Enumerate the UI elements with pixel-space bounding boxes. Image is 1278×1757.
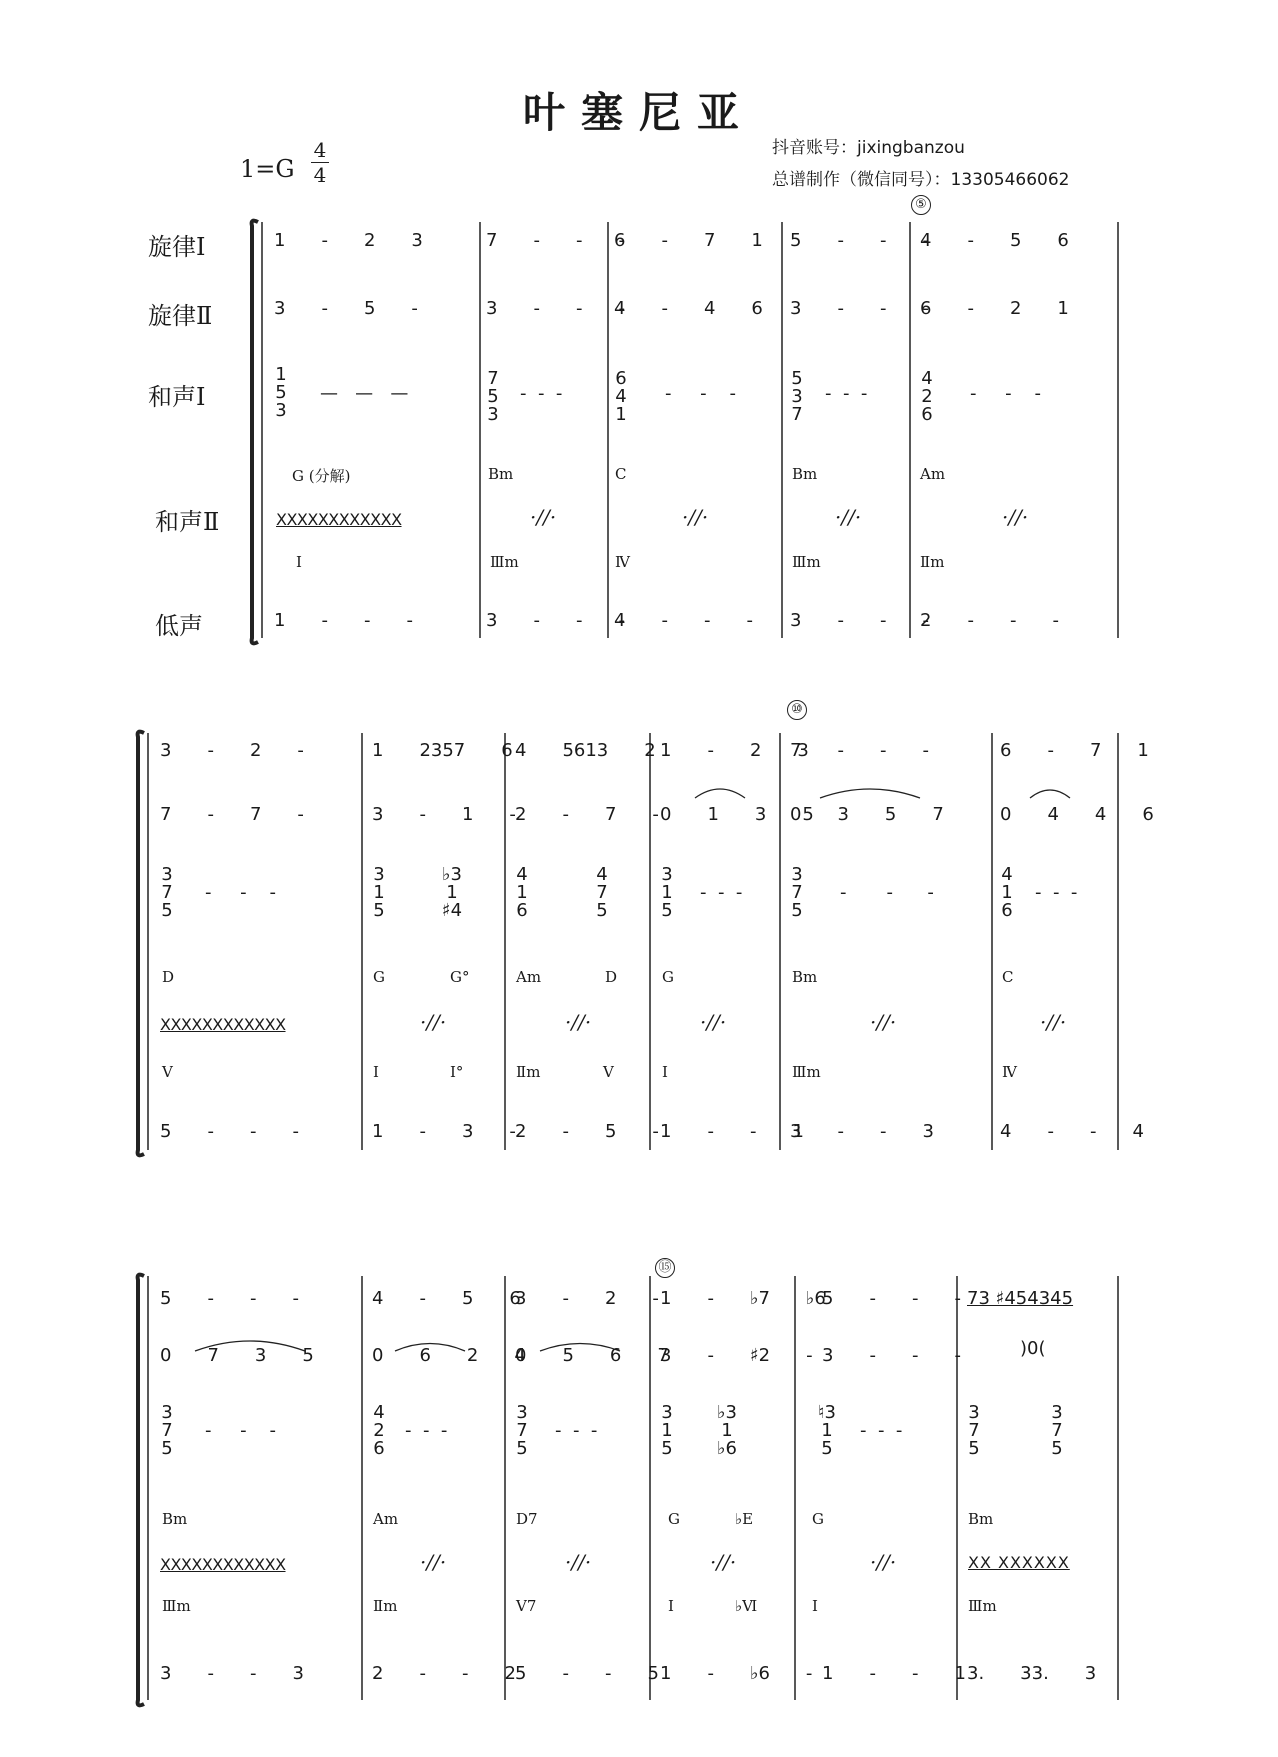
sys3-m12-mel1: 5 - - -	[160, 1288, 299, 1309]
sys2-m11-mel1: 6 - 7 1	[1000, 740, 1149, 761]
sys2-m8-h1a: 4 1 6	[516, 864, 528, 921]
rehearsal-mark-5: ⑤	[911, 195, 931, 215]
sys2-m10-chord: Bm	[792, 968, 818, 986]
sys3-m15-h1a: 3 1 5	[661, 1402, 673, 1459]
time-sig-top: 4	[313, 138, 327, 162]
sys2-m9-chord: G	[662, 968, 674, 986]
sys3-m12-chord: Bm	[162, 1510, 188, 1528]
sys2-m11-h1-dashes: - - -	[1035, 882, 1078, 903]
system-3-bracket	[138, 1275, 148, 1706]
sys3-m17-mel2: )0(	[1020, 1338, 1046, 1359]
sys2-m8-h1b: 4 7 5	[596, 864, 608, 921]
sys1-m4-h1-dashes: - - -	[825, 383, 868, 404]
sys3-m12-rhythm: XXXXXXXXXXXX	[160, 1555, 286, 1574]
sys1-m5-chord: Am	[920, 465, 946, 483]
sys1-m5-h1: 4 2 6	[921, 368, 933, 425]
sys2-m11-chord: C	[1002, 968, 1014, 986]
sys3-m13-bass: 2 - - 2	[372, 1663, 516, 1684]
sys3-m12-bass: 3 - - 3	[160, 1663, 304, 1684]
sys2-m8-roman: Ⅱm	[516, 1063, 541, 1081]
sys2-m10-h1-dashes: - - -	[840, 882, 934, 903]
sys3-m17-h1a: 3 7 5	[968, 1402, 980, 1459]
sys2-m6-h1-dashes: - - -	[205, 882, 276, 903]
rehearsal-mark-10: ⑩	[787, 700, 807, 720]
sys1-m4-mel2: 3 - - -	[790, 298, 929, 319]
sys1-m2-mel1: 7 - - -	[486, 230, 625, 251]
sys3-m15-roman: Ⅰ	[668, 1597, 674, 1615]
sys3-m17-h1b: 3 7 5	[1051, 1402, 1063, 1459]
sys3-m16-mel2: 3 - - -	[822, 1345, 961, 1366]
sys1-m5-bass: 2 - - -	[920, 610, 1059, 631]
key-signature: 1=G	[240, 155, 295, 183]
sys2-m11-mel2: 0 4 4 6	[1000, 804, 1154, 825]
sys1-m3-mel1: 6 - 7 1	[614, 230, 763, 251]
sys2-m11-h1: 4 1 6	[1001, 864, 1013, 921]
sys1-m3-bass: 4 - - -	[614, 610, 753, 631]
sys3-m16-chord: G	[812, 1510, 824, 1528]
system-3-barlines	[362, 1276, 1118, 1700]
douyin-account: 抖音账号：jixingbanzou	[772, 138, 965, 158]
sys3-m14-chord: D7	[516, 1510, 538, 1528]
sys1-m3-mel2: 4 - 4 6	[614, 298, 763, 319]
sys3-m17-rhythm: XX XXXXXX	[968, 1553, 1070, 1572]
sys3-m13-roman: Ⅱm	[373, 1597, 398, 1615]
sys2-m7-repeat-icon: ·//·	[420, 1010, 447, 1034]
sys3-m15-chord: G	[668, 1510, 680, 1528]
sys1-m3-chord: C	[615, 465, 627, 483]
system-2-bracket	[138, 732, 148, 1156]
sys2-m7-bass: 1 - 3 -	[372, 1121, 516, 1142]
sys2-m9-roman: Ⅰ	[662, 1063, 668, 1081]
sys3-m16-repeat-icon: ·//·	[870, 1550, 897, 1574]
sys1-m2-bass: 3 - - -	[486, 610, 625, 631]
sys2-m6-mel2: 7 - 7 -	[160, 804, 304, 825]
sys1-m4-repeat-icon: ·//·	[835, 505, 862, 529]
sys2-m7-roman2: Ⅰ°	[450, 1063, 464, 1081]
sys3-m16-mel1: 5 - - -	[822, 1288, 961, 1309]
sys1-m4-h1: 5 3 7	[791, 368, 803, 425]
sys2-m6-h1: 3 7 5	[161, 864, 173, 921]
sys3-m13-repeat-icon: ·//·	[420, 1550, 447, 1574]
sys2-m10-h1: 3 7 5	[791, 864, 803, 921]
sys1-m1-bass: 1 - - -	[274, 610, 413, 631]
rehearsal-mark-15: ⑮	[655, 1258, 675, 1278]
sys3-m17-roman: Ⅲm	[968, 1597, 997, 1615]
part-label-harmony-1: 和声Ⅰ	[148, 383, 206, 411]
sys2-m6-chord: D	[162, 968, 175, 986]
sys1-m3-h1-dashes: - - -	[665, 383, 736, 404]
sys2-m8-mel2: 2 - 7 -	[515, 804, 659, 825]
sys3-m15-repeat-icon: ·//·	[710, 1550, 737, 1574]
sys1-m1-chord: G (分解)	[292, 467, 351, 485]
sys3-m12-mel2: 0 7 3 5	[160, 1345, 314, 1366]
sys3-m12-h1: 3 7 5	[161, 1402, 173, 1459]
sys3-m17-mel1: 73 ♯454345	[967, 1288, 1074, 1309]
system-1-bracket	[252, 221, 262, 644]
part-label-melody-2: 旋律Ⅱ	[148, 302, 213, 330]
sys3-m14-mel1: 3 - 2 -	[515, 1288, 659, 1309]
sys2-m9-bass: 1 - - 1	[660, 1121, 804, 1142]
sys3-m15-h1b: ♭3 1 ♭6	[717, 1402, 737, 1459]
sys1-m2-chord: Bm	[488, 465, 514, 483]
sys3-m16-bass: 1 - - 1	[822, 1663, 966, 1684]
sys1-m2-roman: Ⅲm	[490, 553, 519, 571]
sys1-m2-mel2: 3 - - -	[486, 298, 625, 319]
sys2-m7-mel1: 1 2357 6	[372, 740, 513, 761]
page-title: 叶塞尼亚	[522, 88, 755, 137]
sys2-m8-mel1: 4 5613 2	[515, 740, 656, 761]
system-1-barlines	[480, 222, 1118, 638]
sys3-m17-bass: 3. 33. 3	[967, 1663, 1097, 1684]
sys3-m12-roman: Ⅲm	[162, 1597, 191, 1615]
sys1-m4-roman: Ⅲm	[792, 553, 821, 571]
sys3-m13-h1-dashes: - - -	[405, 1420, 448, 1441]
sys3-m15-roman2: ♭Ⅵ	[735, 1597, 758, 1615]
sys2-m11-bass: 4 - - 4	[1000, 1121, 1144, 1142]
sys2-m9-repeat-icon: ·//·	[700, 1010, 727, 1034]
sys3-m16-h1: ♮3 1 5	[818, 1402, 836, 1459]
sys1-m3-roman: Ⅳ	[615, 553, 630, 571]
sys2-m11-roman: Ⅳ	[1002, 1063, 1017, 1081]
sys3-m12-h1-dashes: - - -	[205, 1420, 276, 1441]
sys3-m13-mel2: 0 6 2 4	[372, 1345, 526, 1366]
sys3-m13-h1: 4 2 6	[373, 1402, 385, 1459]
sys3-m16-roman: Ⅰ	[812, 1597, 818, 1615]
sys3-m15-bass: 1 - ♭6 -	[660, 1663, 813, 1684]
sys2-m10-bass: 3 - - 3	[790, 1121, 934, 1142]
sys2-m10-mel2: 0 3 5 7	[790, 804, 944, 825]
sys2-m11-repeat-icon: ·//·	[1040, 1010, 1067, 1034]
sys2-m6-mel1: 3 - 2 -	[160, 740, 304, 761]
sys2-m7-h1a: 3 1 5	[373, 864, 385, 921]
sys1-m5-mel2: 6 - 2 1	[920, 298, 1069, 319]
sys3-m16-h1-dashes: - - -	[860, 1420, 903, 1441]
sys2-m9-mel1: 1 - 2 3	[660, 740, 809, 761]
sys2-m10-repeat-icon: ·//·	[870, 1010, 897, 1034]
sys2-m9-mel2: 0 1 3 5	[660, 804, 814, 825]
sys1-m3-repeat-icon: ·//·	[682, 505, 709, 529]
sys3-m15-mel2: 3 - ♯2 -	[660, 1345, 813, 1366]
ties	[195, 789, 1070, 1351]
sys2-m7-roman: Ⅰ	[373, 1063, 379, 1081]
part-label-harmony-2: 和声Ⅱ	[155, 508, 220, 536]
sys1-m1-h1: 1 5 3	[275, 364, 287, 421]
sys1-m4-mel1: 5 - - -	[790, 230, 929, 251]
sys3-m14-h1-dashes: - - -	[555, 1420, 598, 1441]
sys1-m5-h1-dashes: - - -	[970, 383, 1041, 404]
sys2-m7-mel2: 3 - 1 -	[372, 804, 516, 825]
sys3-m13-chord: Am	[373, 1510, 399, 1528]
system-2-barlines	[362, 733, 1118, 1150]
sys2-m8-chord: Am	[516, 968, 542, 986]
sys2-m8-roman2: Ⅴ	[603, 1063, 614, 1081]
part-label-bass: 低声	[155, 612, 203, 640]
sys3-m15-mel1: 1 - ♭7 ♭6	[660, 1288, 826, 1309]
sys2-m8-bass: 2 - 5 -	[515, 1121, 659, 1142]
sys1-m4-bass: 3 - - -	[790, 610, 929, 631]
sys1-m1-mel1: 1 - 2 3	[274, 230, 423, 251]
sys1-m5-repeat-icon: ·//·	[1002, 505, 1029, 529]
sys2-m6-bass: 5 - - -	[160, 1121, 299, 1142]
sys2-m7-h1b: ♭3 1 ♯4	[441, 864, 463, 921]
sys1-m1-mel2: 3 - 5 -	[274, 298, 418, 319]
sys1-m3-h1: 6 4 1	[615, 368, 627, 425]
sys3-m13-mel1: 4 - 5 6	[372, 1288, 521, 1309]
sys2-m10-roman: Ⅲm	[792, 1063, 821, 1081]
sys3-m14-h1: 3 7 5	[516, 1402, 528, 1459]
sys3-m14-repeat-icon: ·//·	[565, 1550, 592, 1574]
sys2-m9-h1: 3 1 5	[661, 864, 673, 921]
sys1-m1-roman: Ⅰ	[296, 553, 302, 571]
sys2-m9-h1-dashes: - - -	[700, 882, 743, 903]
producer-info: 总谱制作（微信同号）：13305466062	[772, 170, 1070, 190]
sys2-m7-chord: G	[373, 968, 385, 986]
sys2-m8-chord2: D	[605, 968, 618, 986]
sys2-m8-repeat-icon: ·//·	[565, 1010, 592, 1034]
sys3-m14-roman: Ⅴ7	[516, 1597, 537, 1615]
sys1-m1-rhythm: XXXXXXXXXXXX	[276, 510, 402, 529]
sys1-m2-repeat-icon: ·//·	[530, 505, 557, 529]
sys1-m5-mel1: 4 - 5 6	[920, 230, 1069, 251]
sys3-m17-chord: Bm	[968, 1510, 994, 1528]
sys2-m6-roman: Ⅴ	[162, 1063, 173, 1081]
sys3-m15-chord2: ♭E	[735, 1510, 754, 1528]
sys3-m14-bass: 5 - - 5	[515, 1663, 659, 1684]
sys3-m14-mel2: 0 5 6 7	[515, 1345, 669, 1366]
time-sig-bottom: 4	[313, 163, 327, 187]
part-label-melody-1: 旋律Ⅰ	[148, 233, 206, 261]
sys1-m1-h1-dashes: — — —	[320, 383, 409, 404]
sys1-m4-chord: Bm	[792, 465, 818, 483]
sys2-m7-chord2: G°	[450, 968, 470, 986]
sys1-m2-h1-dashes: - - -	[520, 383, 563, 404]
sys2-m10-mel1: 7 - - -	[790, 740, 929, 761]
sys1-m5-roman: Ⅱm	[920, 553, 945, 571]
sys1-m2-h1: 7 5 3	[487, 368, 499, 425]
sys2-m6-rhythm: XXXXXXXXXXXX	[160, 1015, 286, 1034]
